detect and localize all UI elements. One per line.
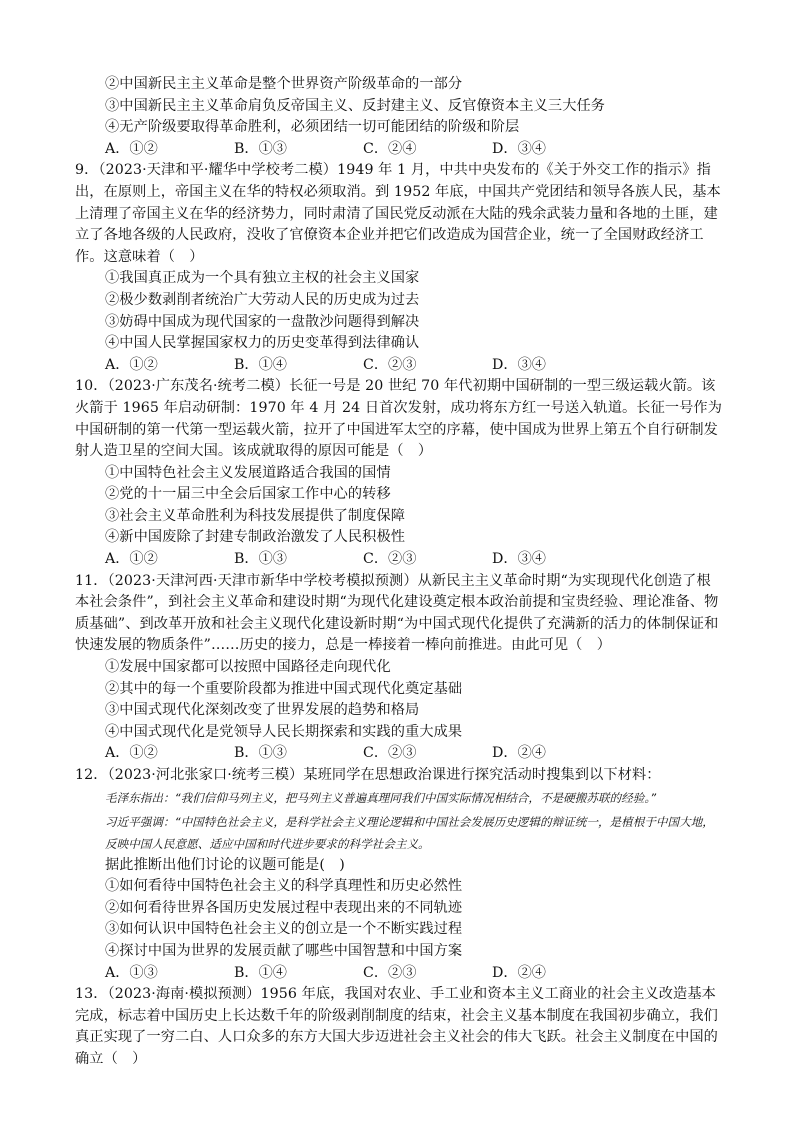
quote-mao: 毛泽东指出：“我们信仰马列主义，把马列主义普遍真理同我们中国实际情况相结合，不是硬搬苏联的经验。” xyxy=(105,790,657,805)
option-a[interactable]: A．①② xyxy=(105,356,158,373)
option-c[interactable]: C．②③ xyxy=(363,964,417,981)
quote-xi: 习近平强调：“中国特色社会主义，是科学社会主义理论逻辑和中国社会发展历史逻辑的辩证统一，是植根于中国大地，反映中国人民意愿、适应中国和时代进步要求的科学社会主义。 xyxy=(105,814,714,851)
option-d[interactable]: D．②④ xyxy=(492,745,546,762)
option-c[interactable]: C．②④ xyxy=(363,140,417,157)
question-8-tail xyxy=(75,74,723,160)
option-c[interactable]: C．②③ xyxy=(363,551,417,568)
question-prompt: 据此推断出他们讨论的议题可能是( ) xyxy=(105,856,345,873)
answer-options xyxy=(75,139,723,161)
choice-item: ①发展中国家都可以按照中国路径走向现代化 xyxy=(105,659,391,676)
question-stem: 9．（2023·天津和平·耀华中学校考二模）1949 年 1 月，中共中央发布的《关于外交工作的指示》指出，在原则上，帝国主义在华的特权必须取消。到 1952 年底，中国共产党团结和领导各族人民，基本上清理了帝国主义在华的经济势力，同时肃清了国民党反动派在大陆的残余武装力量和各地的土匪，建立了各地各级的人民政府，没收了官僚资本企业并把它们改造成为国营企业，统一了全国财政经济工作。这意味着（ ） xyxy=(75,162,721,265)
choice-item: ②极少数剥削者统治广大劳动人民的历史成为过去 xyxy=(105,291,420,308)
option-c[interactable]: C．②③ xyxy=(363,745,417,762)
option-d[interactable]: D．③④ xyxy=(492,140,546,157)
choice-item: ②如何看待世界各国历史发展过程中表现出来的不同轨迹 xyxy=(105,899,463,916)
option-b[interactable]: B．①④ xyxy=(234,964,287,981)
choice-item: ④新中国废除了封建专制政治激发了人民积极性 xyxy=(105,529,406,546)
option-d[interactable]: D．②④ xyxy=(492,964,546,981)
question-stem: 12．（2023·河北张家口·统考三模）某班同学在思想政治课进行探究活动时搜集到以下材料： xyxy=(75,767,661,783)
choice-item: ④中国式现代化是党领导人民长期探索和实践的重大成果 xyxy=(105,723,463,740)
question-11 xyxy=(75,571,723,765)
choice-item: ①我国真正成为一个具有独立主权的社会主义国家 xyxy=(105,270,420,287)
option-a[interactable]: A．①② xyxy=(105,745,158,762)
question-stem: 13．（2023·海南·模拟预测）1956 年底，我国对农业、手工业和资本主义工商业的社会主义改造基本完成，标志着中国历史上长达数千年的阶级剥削制度的结束，社会主义基本制度在我国初步确立，我们真正实现了一穷二白、人口众多的东方大国大步迈进社会主义社会的伟大飞跃。社会主义制度在中国的确立（ ） xyxy=(75,986,718,1067)
question-10 xyxy=(75,376,723,570)
question-stem: 10．（2023·广东茂名·统考二模）长征一号是 20 世纪 70 年代初期中国研制的一型三级运载火箭。该火箭于 1965 年启动研制：1970 年 4 月 24 日首次发射，成功将东方红一号送入轨道。长征一号作为中国研制的第一代第一型运载火箭，拉开了中国进军太空的序幕，使中国成为世界上第五个自行研制发射人造卫星的空间大国。该成就取得的原因可能是（ ） xyxy=(75,378,723,460)
answer-options xyxy=(75,743,723,765)
choice-item: ②其中的每一个重要阶段都为推进中国式现代化奠定基础 xyxy=(105,680,463,697)
answer-options xyxy=(75,549,723,571)
option-a[interactable]: A．①② xyxy=(105,551,158,568)
answer-options xyxy=(75,355,723,377)
choice-item: ③中国式现代化深刻改变了世界发展的趋势和格局 xyxy=(105,702,420,719)
choice-item: ④无产阶级要取得革命胜利，必须团结一切可能团结的阶级和阶层 xyxy=(105,119,520,136)
option-b[interactable]: B．①③ xyxy=(234,140,287,157)
choice-item: ②中国新民主主义革命是整个世界资产阶级革命的一部分 xyxy=(105,76,463,92)
choice-item: ①中国特色社会主义发展道路适合我国的国情 xyxy=(105,464,391,481)
question-13 xyxy=(75,984,723,1070)
option-c[interactable]: C．②③ xyxy=(363,356,417,373)
option-b[interactable]: B．①④ xyxy=(234,356,287,373)
question-9 xyxy=(75,160,723,376)
choice-item: ②党的十一届三中全会后国家工作中心的转移 xyxy=(105,486,391,503)
choice-item: ④中国人民掌握国家权力的历史变革得到法律确认 xyxy=(105,335,420,352)
choice-item: ③妨碍中国成为现代国家的一盘散沙问题得到解决 xyxy=(105,313,420,330)
choice-item: ④探讨中国为世界的发展贡献了哪些中国智慧和中国方案 xyxy=(105,942,463,959)
option-b[interactable]: B．①③ xyxy=(234,551,287,568)
option-a[interactable]: A．①② xyxy=(105,140,158,157)
question-stem: 11．（2023·天津河西·天津市新华中学校考模拟预测）从新民主主义革命时期“为实现现代化创造了根本社会条件”，到社会主义革命和建设时期“为现代化建设奠定根本政治前提和宝贵经验、理论准备、物质基础”、到改革开放和社会主义现代化建设新时期“为中国式现代化提供了充满新的活力的体制保证和快速发展的物质条件”……历史的接力，总是一棒接着一棒向前推进。由此可见（ ） xyxy=(75,572,719,654)
choice-item: ③社会主义革命胜利为科技发展提供了制度保障 xyxy=(105,507,406,524)
exam-page xyxy=(75,74,723,1071)
choice-item: ③如何认识中国特色社会主义的创立是一个不断实践过程 xyxy=(105,921,463,938)
answer-options xyxy=(75,963,723,985)
option-a[interactable]: A．①③ xyxy=(105,964,158,981)
question-12 xyxy=(75,765,723,984)
choice-item: ①如何看待中国特色社会主义的科学真理性和历史必然性 xyxy=(105,878,463,895)
option-b[interactable]: B．①③ xyxy=(234,745,287,762)
choice-item: ③中国新民主主义革命肩负反帝国主义、反封建主义、反官僚资本主义三大任务 xyxy=(105,97,606,114)
option-d[interactable]: D．③④ xyxy=(492,551,546,568)
option-d[interactable]: D．③④ xyxy=(492,356,546,373)
